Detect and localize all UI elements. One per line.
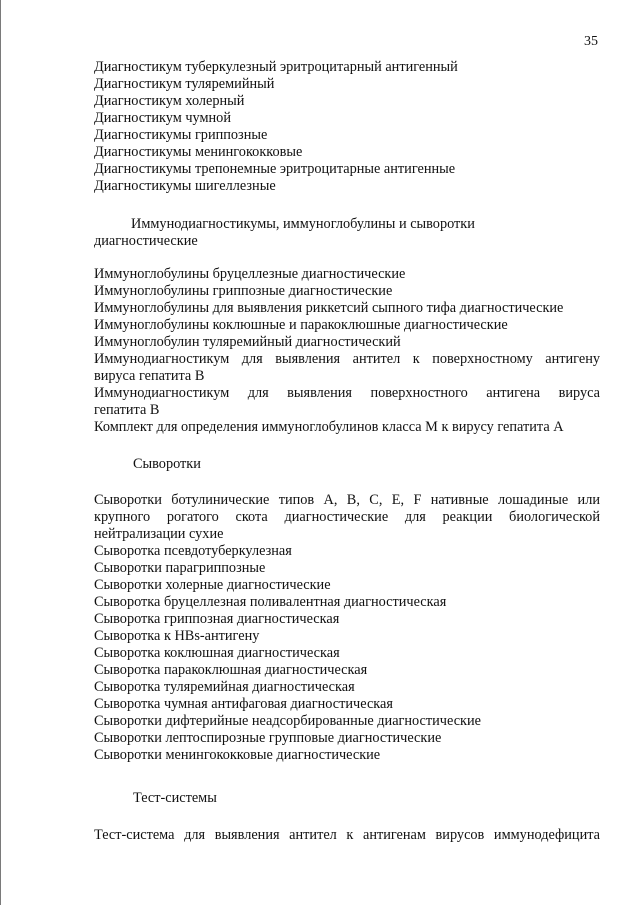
list-item: Диагностикум холерный	[94, 93, 245, 109]
list-item: Диагностикумы гриппозные	[94, 127, 268, 143]
section-heading-test-systems: Тест-системы	[133, 790, 217, 806]
list-item: Диагностикум туляремийный	[94, 76, 275, 92]
list-item: Диагностикумы менингококковые	[94, 144, 303, 160]
list-item: Сыворотки дифтерийные неадсорбированные диагностические	[94, 713, 481, 729]
list-item: Сыворотки парагриппозные	[94, 560, 266, 576]
test-systems-list	[94, 827, 600, 844]
section-heading-immuno: Иммунодиагностикумы, иммуноглобулины и сыворотки	[131, 216, 475, 232]
list-item: Сыворотки ботулинические типов А, В, С, Е, F нативные лошадиные или	[94, 492, 600, 508]
list-item: Диагностикум туберкулезный эритроцитарный антигенный	[94, 59, 458, 75]
list-item: Иммуноглобулины для выявления риккетсий сыпного тифа диагностические	[94, 300, 564, 316]
scan-edge-line	[0, 0, 1, 905]
list-item: Сыворотки лептоспирозные групповые диагностические	[94, 730, 442, 746]
list-item: Иммуноглобулины коклюшные и паракоклюшные диагностические	[94, 317, 508, 333]
immuno-list	[94, 266, 600, 436]
list-item: Комплект для определения иммуноглобулинов класса М к вирусу гепатита А	[94, 419, 564, 435]
list-item: Диагностикумы шигеллезные	[94, 178, 276, 194]
list-item: Иммуноглобулины бруцеллезные диагностические	[94, 266, 406, 282]
list-item-continued: крупного рогатого скота диагностические для реакции биологической	[94, 509, 600, 525]
list-item: Сыворотки холерные диагностические	[94, 577, 331, 593]
list-item: Иммуноглобулины гриппозные диагностические	[94, 283, 393, 299]
list-item: Тест-система для выявления антител к антигенам вирусов иммунодефицита	[94, 827, 600, 843]
list-item: Иммунодиагностикум для выявления антител к поверхностному антигену	[94, 351, 600, 367]
list-item-continued: гепатита В	[94, 402, 160, 418]
list-item: Сыворотка псевдотуберкулезная	[94, 543, 292, 559]
list-item: Иммунодиагностикум для выявления поверхностного антигена вируса	[94, 385, 600, 401]
list-item: Сыворотки менингококковые диагностические	[94, 747, 381, 763]
page-number: 35	[584, 34, 598, 49]
list-item: Сыворотка к HBs-антигену	[94, 628, 260, 644]
list-item: Диагностикумы трепонемные эритроцитарные антигенные	[94, 161, 456, 177]
list-item: Иммуноглобулин туляремийный диагностический	[94, 334, 401, 350]
list-item: Сыворотка чумная антифаговая диагностическая	[94, 696, 393, 712]
section-heading-serums: Сыворотки	[133, 456, 201, 472]
list-item: Сыворотка коклюшная диагностическая	[94, 645, 340, 661]
diagnosticums-list	[94, 59, 600, 195]
list-item: Сыворотка паракоклюшная диагностическая	[94, 662, 368, 678]
list-item: Сыворотка туляремийная диагностическая	[94, 679, 355, 695]
list-item: Сыворотка гриппозная диагностическая	[94, 611, 340, 627]
serums-list	[94, 492, 600, 764]
section-heading-immuno-continued: диагностические	[94, 233, 198, 249]
list-item-continued: вируса гепатита В	[94, 368, 205, 384]
list-item: Сыворотка бруцеллезная поливалентная диагностическая	[94, 594, 447, 610]
list-item-continued: нейтрализации сухие	[94, 526, 224, 542]
list-item: Диагностикум чумной	[94, 110, 231, 126]
